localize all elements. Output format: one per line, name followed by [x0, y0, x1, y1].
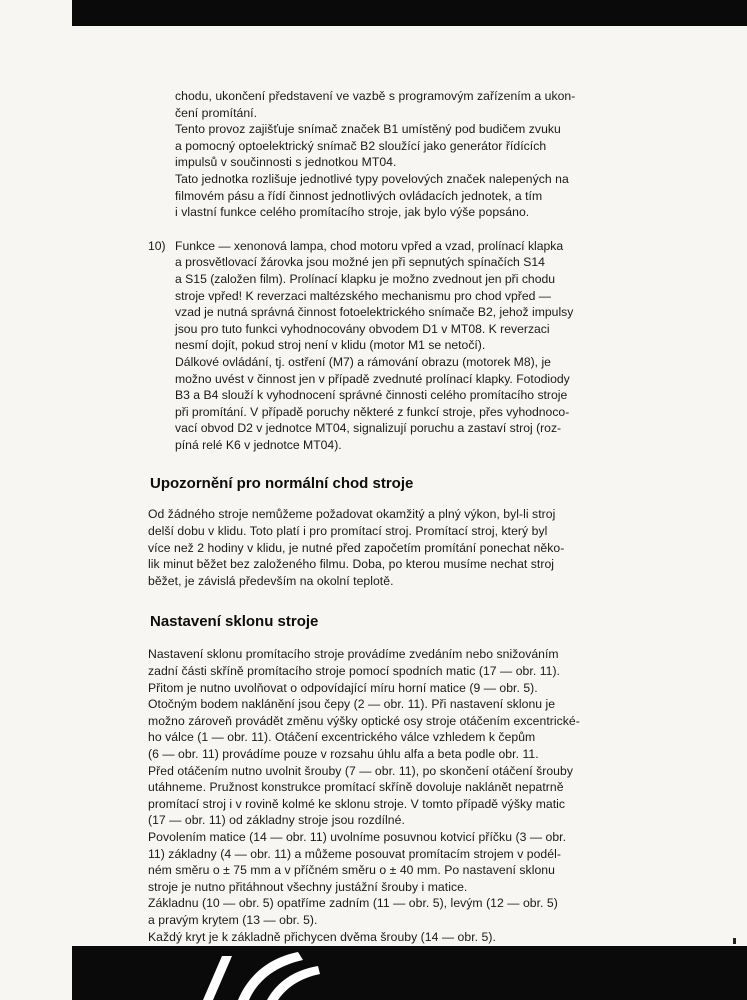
text-line: 11) základny (4 — obr. 11) a můžeme posouvat promítacím strojem v podél- [148, 846, 561, 861]
section-heading-normal-operation: Upozornění pro normální chod stroje [150, 475, 414, 493]
text-line: ho válce (1 — obr. 11). Otáčení excentrického válce vzhledem k čepům [148, 730, 536, 745]
bottom-black-band [72, 946, 747, 1000]
text-line: a pomocný optoelektrický snímač B2 sloužící jako generátor řídících [175, 138, 547, 153]
text-line: možno uvést v činnost jen v případě zvednuté prolínací klapky. Fotodiody [175, 371, 570, 386]
normal-operation-paragraph [148, 506, 688, 589]
logo-stroke-3 [267, 966, 320, 1000]
logo-stroke-1 [203, 956, 232, 1000]
text-line: a pravým krytem (13 — obr. 5). [148, 912, 318, 927]
text-line: vací obvod D2 v jednotce MT04, signalizují poruchu a zastaví stroj (roz- [175, 421, 562, 436]
text-line: filmovém pásu a řídí činnost jednotlivých ovládacích jednotek, a tím [175, 188, 543, 203]
text-line: Základnu (10 — obr. 5) opatříme zadním (11 — obr. 5), levým (12 — obr. 5) [148, 896, 558, 911]
text-line: Přitom je nutno uvolňovat o odpovídající míru horní matice (9 — obr. 5). [148, 680, 538, 695]
text-line: Funkce — xenonová lampa, chod motoru vpřed a vzad, prolínací klapka [175, 238, 564, 253]
text-line: (17 — obr. 11) od základny stroje jsou rozdílné. [148, 813, 405, 828]
stylized-film-logo-icon [72, 946, 747, 1000]
page-text [148, 88, 688, 945]
text-line: promítací stroj i v rovině kolmé ke sklonu stroje. V tomto případě výšky matic [148, 796, 566, 811]
item-number: 10) [148, 238, 166, 253]
text-line: utáhneme. Pružnost konstrukce promítací skříně dovoluje naklánět nepatrně [148, 780, 564, 795]
text-line: Od žádného stroje nemůžeme požadovat okamžitý a plný výkon, byl-li stroj [148, 507, 556, 522]
text-line: (6 — obr. 11) provádíme pouze v rozsahu úhlu alfa a beta podle obr. 11. [148, 747, 539, 761]
text-line: stroje je nutno přitáhnout všechny justážní šrouby i matice. [148, 879, 468, 894]
text-line: Nastavení sklonu promítacího stroje provádíme zvedáním nebo snižováním [148, 647, 559, 662]
text-line: Povolením matice (14 — obr. 11) uvolníme posuvnou kotvicí příčku (3 — obr. [148, 829, 567, 844]
text-line: stroje vpřed! K reverzaci maltézského mechanismu pro chod vpřed — [175, 288, 551, 303]
top-black-band [72, 0, 747, 26]
text-line: Tato jednotka rozlišuje jednotlivé typy povelových značek nalepených na [175, 171, 569, 186]
text-line: chodu, ukončení představení ve vazbě s programovým zařízením a ukon- [175, 89, 576, 103]
section-heading-tilt-adjustment: Nastavení sklonu stroje [150, 613, 319, 631]
text-line: B3 a B4 slouží k vyhodnocení správné činnosti celého promítacího stroje [175, 388, 568, 403]
text-line: Před otáčením nutno uvolnit šrouby (7 — obr. 11), po skončení otáčení šrouby [148, 763, 573, 778]
text-line: a prosvětlovací žárovka jsou možné jen při sepnutých spínačích S14 [175, 255, 545, 270]
text-line: impulsů v součinnosti s jednotkou MT04. [175, 155, 397, 170]
text-line: při promítání. V případě poruchy některé z funkcí stroje, přes vyhodnoco- [175, 404, 570, 419]
text-line: běžet, je závislá především na okolní teplotě. [148, 573, 394, 588]
numbered-item-10 [148, 238, 688, 454]
text-line: jsou pro tuto funkci vyhodnocovány obvodem D1 v MT08. K reverzaci [175, 321, 550, 336]
text-line: a S15 (založen film). Prolínací klapku je možno zvednout jen při chodu [175, 271, 556, 286]
edge-mark [733, 938, 736, 944]
text-line: lik minut běžet bez založeného filmu. Doba, po kterou musíme nechat stroj [148, 557, 555, 572]
text-line: Dálkové ovládání, tj. ostření (M7) a rámování obrazu (motorek M8), je [175, 354, 551, 369]
text-line: Tento provoz zajišťuje snímač značek B1 umístěný pod budičem zvuku [175, 122, 561, 137]
text-line: Každý kryt je k základně přichycen dvěma šrouby (14 — obr. 5). [148, 929, 496, 944]
tilt-adjustment-paragraph [148, 646, 688, 945]
text-line: píná relé K6 v jednotce MT04). [175, 437, 342, 452]
text-line: více než 2 hodiny v klidu, je nutné před započetím promítání ponechat něko- [148, 540, 565, 555]
intro-paragraph [148, 88, 688, 221]
text-line: nesmí dojít, pokud stroj není v klidu (motor M1 se netočí). [175, 338, 486, 353]
text-line: i vlastní funkce celého promítacího stroje, jak bylo výše popsáno. [175, 205, 530, 220]
text-line: delší dobu v klidu. Toto platí i pro promítací stroj. Promítací stroj, který byl [148, 524, 548, 539]
text-line: vzad je nutná správná činnost fotoelektrického snímače B2, jehož impulsy [175, 305, 574, 320]
text-line: čení promítání. [175, 105, 258, 120]
text-line: zadní části skříně promítacího stroje pomocí spodních matic (17 — obr. 11). [148, 664, 560, 679]
text-line: Otočným bodem naklánění jsou čepy (2 — obr. 11). Při nastavení sklonu je [148, 697, 556, 712]
text-line: možno zároveň provádět změnu výšky optické osy stroje otáčením excentrické- [148, 713, 580, 728]
text-line: ném směru o ± 75 mm a v příčném směru o ± 40 mm. Po nastavení sklonu [148, 863, 555, 878]
